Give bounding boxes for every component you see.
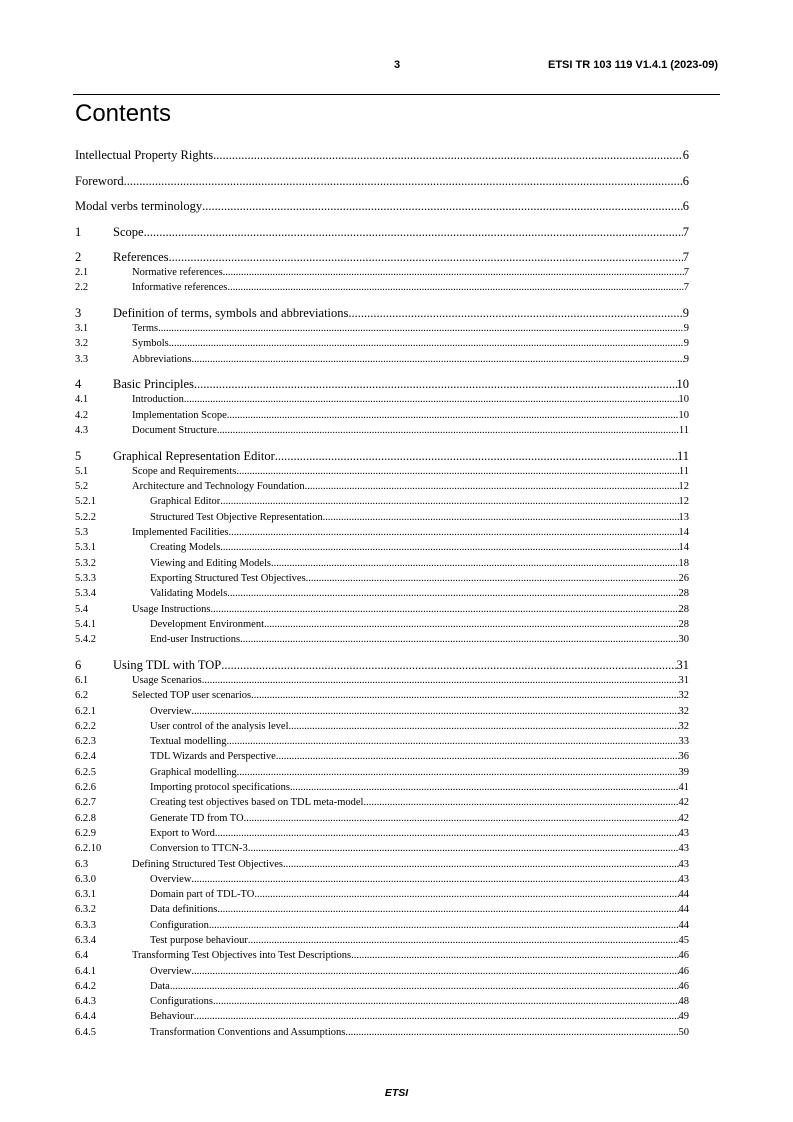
toc-entry[interactable] [75,352,689,367]
toc-entry-number: 5.3 [75,527,89,539]
toc-entry-number: 5.2.2 [75,511,96,523]
toc-entry-number: 6.4 [75,950,89,962]
toc-entry[interactable] [75,979,689,994]
toc-dot-leader [251,688,678,703]
toc-entry-number: 3.3 [75,353,89,365]
toc-entry-page: 39 [678,766,689,778]
toc-dot-leader [220,494,678,509]
toc-entry-page: 18 [678,557,689,569]
toc-entry-title: Transformation Conventions and Assumptions [150,1026,346,1038]
toc-entry-number: 3 [75,306,82,321]
toc-dot-leader [248,933,679,948]
toc-dot-leader [290,780,679,795]
toc-dot-leader [217,902,678,917]
toc-entry-title: Overview [150,873,192,885]
toc-entry-page: 46 [678,965,689,977]
toc-dot-leader [240,632,678,647]
toc-entry-title: Scope [113,224,144,239]
toc-entry-title: Selected TOP user scenarios [132,690,252,702]
toc-entry[interactable] [75,540,689,555]
toc-entry-number: 6.2.1 [75,705,96,717]
toc-entry[interactable] [75,556,689,571]
toc-entry-title: Overview [150,705,192,717]
toc-entry-page: 7 [682,224,689,239]
toc-entry-page: 31 [676,657,689,672]
toc-entry-number: 2.2 [75,282,89,294]
toc-entry[interactable] [75,321,689,336]
toc-dot-leader [276,749,679,764]
toc-entry-page: 6 [682,148,689,162]
toc-entry-title: Architecture and Technology Foundation [132,481,305,493]
toc-dot-leader [275,448,677,464]
toc-entry[interactable] [75,704,689,719]
toc-entry[interactable] [75,872,689,887]
toc-entry-number: 6.4.2 [75,980,96,992]
toc-entry-title: Domain part of TDL-TO [150,889,255,901]
toc-dot-leader [223,265,684,280]
toc-entry-page: 30 [678,634,689,646]
toc-entry-number: 6.3.4 [75,934,96,946]
toc-entry-number: 5.3.1 [75,542,96,554]
toc-entry-page: 14 [678,527,689,539]
toc-entry[interactable] [75,265,689,280]
toc-entry-number: 4.1 [75,394,89,406]
toc-entry-number: 5.2.1 [75,496,96,508]
toc-entry-title: Data definitions [150,904,218,916]
toc-entry-page: 44 [678,919,689,931]
toc-entry-title: Normative references [132,267,223,278]
toc-entry-title: Conversion to TTCN-3 [150,843,248,855]
toc-entry[interactable] [75,795,689,810]
toc-entry-page: 28 [678,603,689,615]
toc-entry-page: 36 [678,751,689,763]
toc-entry-page: 9 [683,353,689,365]
toc-entry-title: Abbreviations [132,353,192,365]
toc-entry-page: 7 [683,282,689,294]
toc-entry-title: TDL Wizards and Perspective [150,751,276,763]
toc-entry-title: Symbols [132,338,169,350]
toc-entry-number: 6.2.4 [75,751,96,763]
toc-entry-number: 6.4.3 [75,996,96,1008]
toc-entry[interactable] [75,571,689,586]
toc-entry-title: End-user Instructions [150,634,241,646]
toc-dot-leader [248,841,679,856]
toc-entry[interactable] [75,464,689,479]
toc-dot-leader [215,826,679,841]
toc-entry-page: 46 [678,950,689,962]
toc-entry[interactable] [75,617,689,632]
toc-entry-page: 13 [678,511,689,523]
toc-entry-page: 11 [678,425,689,437]
toc-entry[interactable] [75,964,689,979]
toc-entry-title: Data [150,980,170,992]
toc-entry-number: 6.3.3 [75,919,96,931]
toc-entry-title: Implementation Scope [132,409,227,421]
toc-entry[interactable] [75,902,689,917]
toc-entry-page: 42 [678,812,689,824]
toc-entry-title: Implemented Facilities [132,527,229,539]
toc-dot-leader [363,795,678,810]
toc-entry[interactable] [75,305,689,321]
toc-entry-page: 9 [683,338,689,350]
toc-entry-page: 33 [678,736,689,748]
toc-entry[interactable] [75,749,689,764]
toc-entry-title: Usage Scenarios [132,674,202,686]
toc-entry-number: 1 [75,224,82,239]
toc-entry-number: 5.3.4 [75,588,96,600]
toc-entry-title: User control of the analysis level [150,720,289,732]
toc-entry-page: 32 [678,705,689,717]
toc-entry[interactable] [75,494,689,509]
toc-dot-leader [227,280,683,295]
toc-entry-page: 12 [678,481,689,493]
toc-entry[interactable] [75,826,689,841]
toc-entry-page: 48 [678,996,689,1008]
toc-entry[interactable] [75,376,689,392]
toc-entry-number: 6.3.1 [75,889,96,901]
toc-entry[interactable] [75,673,689,688]
toc-entry[interactable] [75,586,689,601]
toc-entry-number: 2 [75,250,82,264]
toc-entry-title: Informative references [132,282,228,294]
toc-entry[interactable] [75,632,689,647]
toc-dot-leader [209,918,679,933]
toc-entry-number: 5 [75,448,82,463]
toc-entry-number: 6.2.8 [75,812,96,824]
toc-dot-leader [170,979,679,994]
toc-entry-title: Intellectual Property Rights [75,148,214,162]
header-rule [73,94,720,95]
toc-entry-title: Structured Test Objective Representation [150,511,323,523]
header-page-number: 3 [393,59,401,71]
toc-entry-page: 10 [678,394,689,406]
toc-entry-number: 6.2.10 [75,843,102,855]
toc-entry-title: Development Environment [150,618,265,630]
table-of-contents [75,145,689,1040]
toc-entry-number: 5.2 [75,481,89,493]
toc-entry-number: 3.2 [75,338,89,350]
toc-entry-title: Introduction [132,394,184,406]
toc-dot-leader [210,602,678,617]
toc-entry-number: 4 [75,377,82,392]
toc-entry[interactable] [75,765,689,780]
toc-entry[interactable] [75,918,689,933]
toc-entry-title: Creating test objectives based on TDL meta-model [150,797,364,809]
toc-entry-page: 6 [682,173,689,188]
toc-entry[interactable] [75,173,689,189]
toc-dot-leader [194,1009,679,1024]
toc-entry[interactable] [75,841,689,856]
toc-entry[interactable] [75,933,689,948]
toc-dot-leader [227,734,679,749]
toc-entry-page: 49 [678,1011,689,1023]
toc-entry[interactable] [75,392,689,407]
toc-entry-page: 11 [676,448,689,463]
toc-entry-number: 5.4 [75,603,89,615]
toc-entry[interactable] [75,249,689,265]
toc-dot-leader [229,525,679,540]
toc-entry-number: 5.3.3 [75,572,96,584]
toc-dot-leader [345,1025,678,1040]
toc-entry-number: 6 [75,657,82,672]
toc-entry-title: Test purpose behaviour [150,934,248,946]
toc-dot-leader [254,887,678,902]
toc-entry-title: Graphical Editor [150,496,221,508]
toc-entry-title: Terms [132,323,159,335]
toc-entry[interactable] [75,734,689,749]
toc-entry[interactable] [75,448,689,464]
toc-entry[interactable] [75,147,689,163]
toc-entry-title: Overview [150,965,192,977]
toc-entry[interactable] [75,525,689,540]
toc-dot-leader [191,704,678,719]
toc-entry-page: 41 [678,782,689,794]
toc-entry[interactable] [75,198,689,214]
toc-dot-leader [305,479,679,494]
toc-dot-leader [158,321,684,336]
toc-entry-title: Graphical Representation Editor [113,448,275,463]
toc-entry-page: 9 [683,323,689,335]
toc-entry-page: 6 [682,199,689,213]
toc-entry-title: Exporting Structured Test Objectives [150,572,306,584]
toc-entry-number: 6.2.3 [75,736,96,748]
toc-dot-leader [271,556,679,571]
toc-entry-page: 42 [678,797,689,809]
toc-entry-number: 6.3.0 [75,873,96,885]
toc-entry-page: 14 [678,542,689,554]
toc-entry-title: Importing protocol specifications [150,782,290,794]
toc-entry-number: 3.1 [75,323,89,335]
toc-entry[interactable] [75,423,689,438]
toc-entry-page: 44 [678,889,689,901]
toc-entry-page: 43 [678,843,689,855]
toc-entry-title: Creating Models [150,542,221,554]
toc-dot-leader [289,719,679,734]
toc-entry-page: 10 [678,409,689,421]
toc-entry-number: 6.4.4 [75,1011,96,1023]
toc-entry-page: 12 [678,496,689,508]
toc-entry-number: 6.2.7 [75,797,96,809]
toc-entry-number: 6.2.9 [75,827,96,839]
toc-entry-number: 6.4.5 [75,1026,96,1038]
toc-entry-page: 7 [682,250,689,264]
toc-entry-page: 50 [678,1026,689,1038]
toc-entry-number: 5.1 [75,465,89,477]
toc-entry-page: 43 [678,827,689,839]
toc-entry-title: Definition of terms, symbols and abbreviations [113,306,349,321]
toc-dot-leader [124,173,683,189]
toc-entry-title: Configuration [150,919,209,931]
toc-entry[interactable] [75,887,689,902]
toc-entry[interactable] [75,1025,689,1040]
toc-entry-title: Configurations [150,996,213,1008]
toc-entry-title: Export to Word [150,827,215,839]
toc-entry-page: 46 [678,980,689,992]
toc-entry-number: 6.3.2 [75,904,96,916]
toc-entry[interactable] [75,811,689,826]
toc-entry-number: 6.2 [75,690,89,702]
toc-entry-number: 6.4.1 [75,965,96,977]
toc-entry-title: Usage Instructions [132,603,211,615]
toc-dot-leader [169,249,683,265]
footer-logo-text: ETSI [384,1087,409,1099]
toc-entry-title: Document Structure [132,425,217,437]
toc-dot-leader [192,352,684,367]
toc-entry-page: 32 [678,720,689,732]
toc-entry[interactable] [75,719,689,734]
toc-entry-number: 2.1 [75,267,89,278]
toc-entry[interactable] [75,224,689,240]
toc-entry[interactable] [75,857,689,872]
toc-entry[interactable] [75,688,689,703]
toc-dot-leader [220,540,678,555]
toc-dot-leader [237,765,679,780]
toc-entry[interactable] [75,602,689,617]
toc-entry[interactable] [75,994,689,1009]
toc-entry-title: Basic Principles [113,377,194,392]
toc-entry-page: 7 [683,267,689,278]
toc-entry-title: Modal verbs terminology [75,199,203,213]
toc-dot-leader [227,408,679,423]
toc-entry-number: 6.2.2 [75,720,96,732]
toc-dot-leader [144,224,683,240]
toc-entry-page: 10 [676,377,689,392]
toc-dot-leader [236,464,678,479]
toc-dot-leader [351,948,678,963]
toc-entry-number: 6.1 [75,674,89,686]
toc-entry-title: Graphical modelling [150,766,237,778]
toc-entry-title: Transforming Test Objectives into Test Descriptions [132,950,352,962]
toc-entry[interactable] [75,1009,689,1024]
toc-dot-leader [323,510,679,525]
toc-entry-page: 11 [678,465,689,477]
toc-entry-number: 6.2.5 [75,766,96,778]
toc-entry-page: 9 [682,306,689,321]
toc-entry-page: 28 [678,588,689,600]
toc-dot-leader [202,673,679,688]
toc-dot-leader [184,392,679,407]
toc-entry-page: 26 [678,572,689,584]
toc-dot-leader [213,147,683,163]
toc-entry-page: 28 [678,618,689,630]
toc-dot-leader [227,586,678,601]
toc-entry[interactable] [75,657,689,673]
toc-entry[interactable] [75,479,689,494]
toc-entry-number: 6.2.6 [75,782,96,794]
toc-entry[interactable] [75,336,689,351]
toc-entry-title: Viewing and Editing Models [150,557,271,569]
toc-dot-leader [283,857,679,872]
toc-dot-leader [191,872,678,887]
toc-entry-title: Generate TD from TO [150,812,244,824]
toc-dot-leader [217,423,679,438]
toc-dot-leader [244,811,679,826]
toc-entry-title: Using TDL with TOP [113,657,222,672]
toc-entry-title: Scope and Requirements [132,465,237,477]
toc-entry-number: 4.2 [75,409,89,421]
toc-entry-title: References [113,250,169,264]
toc-dot-leader [202,198,683,214]
toc-dot-leader [221,657,676,673]
toc-entry-title: Textual modelling [150,736,227,748]
toc-dot-leader [264,617,678,632]
toc-entry[interactable] [75,948,689,963]
header-document-reference: ETSI TR 103 119 V1.4.1 (2023-09) [548,59,718,71]
toc-dot-leader [194,376,677,392]
toc-entry-page: 44 [678,904,689,916]
page-title: Contents [75,100,172,127]
toc-entry-number: 4.3 [75,425,89,437]
toc-dot-leader [213,994,679,1009]
toc-dot-leader [306,571,679,586]
toc-entry[interactable] [75,510,689,525]
toc-dot-leader [348,305,682,321]
toc-entry[interactable] [75,408,689,423]
toc-entry-title: Foreword [75,173,124,188]
toc-entry-title: Behaviour [150,1011,194,1023]
toc-dot-leader [191,964,678,979]
toc-entry-number: 5.4.2 [75,634,96,646]
toc-entry-title: Validating Models [150,588,228,600]
toc-entry-number: 5.4.1 [75,618,96,630]
toc-entry-title: Defining Structured Test Objectives [132,858,283,870]
toc-entry-page: 32 [678,690,689,702]
toc-entry-page: 43 [678,873,689,885]
toc-entry[interactable] [75,280,689,295]
toc-entry-page: 43 [678,858,689,870]
toc-entry[interactable] [75,780,689,795]
toc-entry-number: 6.3 [75,858,89,870]
toc-dot-leader [169,336,684,351]
toc-entry-page: 31 [678,674,689,686]
toc-entry-page: 45 [678,934,689,946]
toc-entry-number: 5.3.2 [75,557,96,569]
